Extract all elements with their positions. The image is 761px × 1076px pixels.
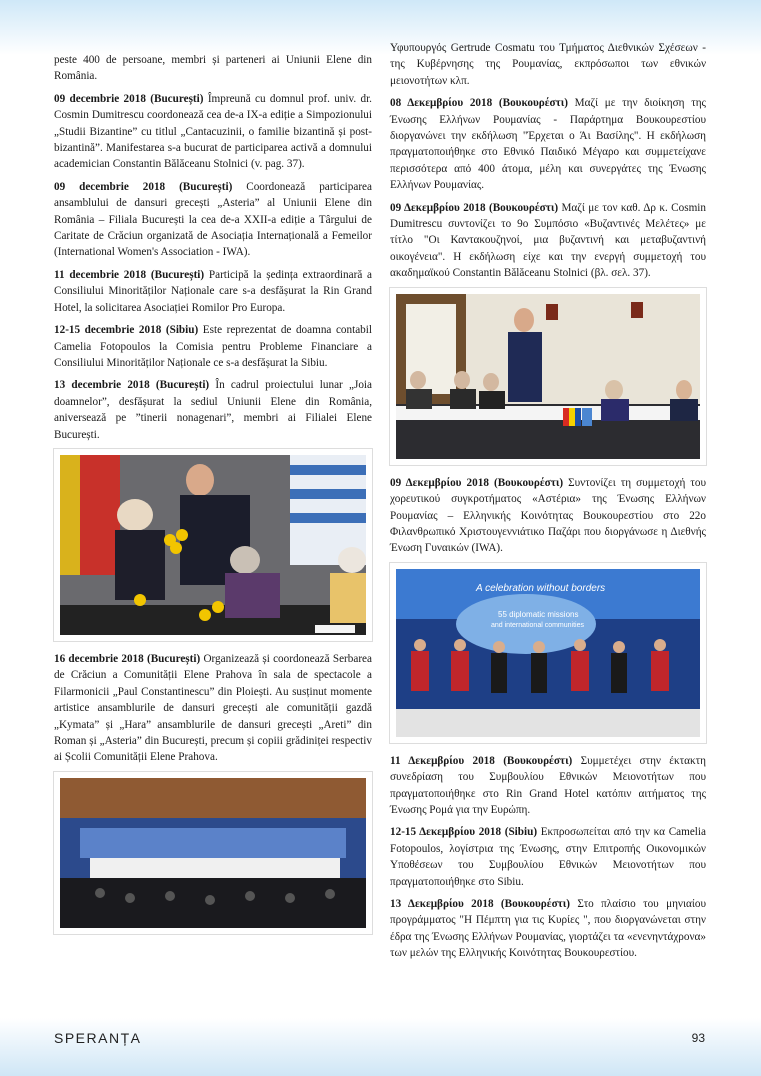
left-column (54, 52, 372, 944)
event-date: 09 Δεκεμβρίου 2018 (Βουκουρέστι) (390, 201, 559, 214)
paragraph: Υφυπουργός Gertrude Cosmatu του Τμήματος Διεθνικών Σχέσεων - της Κυβέρνησης της Ρουμανίας, εκπρόσωποι των εθνικών μειονοτήτων κλπ. (390, 42, 706, 87)
event-date: 12-15 decembrie 2018 (Sibiu) (54, 324, 199, 337)
photo-christmas-show-image (60, 778, 366, 928)
event-date: 09 decembrie 2018 (București) (54, 180, 233, 193)
paragraph: 12-15 Δεκεμβρίου 2018 (Sibiu) Εκπροσωπείται από την κα Camelia Fotopoulos, λογίστρια της Ένωσης, στην Επιτροπής Οικονομικών Υποθέσεων του Συμβουλίου Εθνικών Μειονοτήτων που πραγματοποιήθηκε στο Sibiu. (390, 826, 706, 888)
event-date: 11 Δεκεμβρίου 2018 (Βουκουρέστι) (390, 754, 573, 767)
paragraph: 12-15 decembrie 2018 (Sibiu) Este reprezentat de doamna contabil Camelia Fotopoulos la Comisia pentru Probleme Financiare a Consiliului Minorităților Naționale ce s-a desfășurat la Sibiu. (54, 324, 372, 369)
event-date: 08 Δεκεμβρίου 2018 (Βουκουρέστι) (390, 97, 568, 110)
photo-dance-ensemble-image (396, 569, 700, 737)
event-date: 11 decembrie 2018 (București) (54, 268, 205, 281)
paragraph: 09 decembrie 2018 (București) Împreună cu domnul prof. univ. dr. Cosmin Dumitrescu coordonează cea de-a IX-a ediție a Simpozionului „Studii Bizantine” cu titlul „Cantacuzinii, o familie bizantină și post-bizantină”. Manifestarea s-a bucurat de participarea activă a domnului academician Constantin Bălăceanu Stolnici (v. pag. 37). (54, 92, 372, 171)
photo-nonagenarians-image (60, 455, 366, 635)
event-date: 09 Δεκεμβρίου 2018 (Βουκουρέστι) (390, 476, 564, 489)
right-column (390, 40, 706, 968)
event-date: 13 Δεκεμβρίου 2018 (Βουκουρέστι) (390, 897, 571, 910)
photo-dance-ensemble (390, 563, 706, 743)
paragraph: 09 Δεκεμβρίου 2018 (Βουκουρέστι) Μαζί με τον καθ. Δρ κ. Cosmin Dumitrescu συντονίζει το 9ο Συμπόσιο «Βυζαντινές Μελέτες» με τίτλο "Οι Καντακουζηνοί, μια βυζαντινή και μεταβυζαντινή οικογένεια". Η εκδήλωση είχε και την ενεργή συμμετοχή του ακαδημαϊκού Constantin Bălăceanu Stolnici (βλ. σελ. 37). (390, 201, 707, 280)
page-number: 93 (691, 1031, 705, 1045)
paragraph: 13 Δεκεμβρίου 2018 (Βουκουρέστι) Στο πλαίσιο του μηνιαίου προγράμματος "Η Πέμπτη για τις Κυρίες ", που διοργανώνεται στην έδρα της Ένωσης Ελλήνων Ρουμανίας, γιορτάζει τα «ενενηντάχρονα» των μελών της Ελληνικής Κοινότητας Βουκουρεστίου. (390, 897, 707, 960)
event-date: 09 decembrie 2018 (București) (54, 92, 204, 105)
paragraph: 11 decembrie 2018 (București) Participă la ședința extraordinară a Consiliului Minorităților Naționale care s-a desfășurat la Rin Grand Hotel, la solicitarea Asociației Romilor Pro Europa. (54, 268, 373, 314)
photo-symposium-image (396, 294, 700, 459)
paragraph: 09 decembrie 2018 (București) Coordonează participarea ansamblului de dansuri grecești „Asteria” al Uniunii Elene din România – Filiala București la cea de-a XXII-a ediție a Târgului de Caritate de Crăciun organizată de Asociația Internațională a Femeilor (International Women's Association - IWA). (54, 180, 372, 259)
paragraph: 13 decembrie 2018 (București) În cadrul proiectului lunar „Joia doamnelor”, desfășurat la sediul Uniunii Elene din România, aniversează pe ”tinerii nonagenari”, membri ai Filialei Elene București. (54, 379, 372, 441)
banner-text-2: 55 diplomatic missions (498, 609, 579, 619)
paragraph: 08 Δεκεμβρίου 2018 (Βουκουρέστι) Μαζί με την διοίκηση της Ένωσης Ελλήνων Ρουμανίας - Παράρτημα Βουκουρεστίου διοργανώνει την εκδήλωση "Έρχεται ο Άι Βασίλης". Η εκδήλωση πραγματοποιήθηκε στο Εθνικό Παιδικό Μέγαρο και συμμετείχανε περισσότερα από 400 άτομα, μέλη και συνεργάτες της Ένωσης Ελλήνων Ρουμανίας. (390, 97, 706, 192)
photo-nonagenarians (54, 449, 372, 641)
event-date: 13 decembrie 2018 (București) (54, 379, 210, 392)
banner-text-1: A celebration without borders (476, 582, 606, 594)
magazine-title: SPERANȚA (54, 1030, 142, 1046)
event-date: 12-15 Δεκεμβρίου 2018 (Sibiu) (390, 826, 538, 839)
paragraph: 09 Δεκεμβρίου 2018 (Βουκουρέστι) Συντονίζει τη συμμετοχή του χορευτικού συγκροτήματος «Αστέρια» της Ένωσης Ελλήνων Ρουμανίας – Ελληνικής Κοινότητας Βουκουρεστίου στο 22ο Φιλανθρωπικό Χριστουγεννιάτικο Παζάρι που διοργάνωσε η Διεθνής Ένωση Γυναικών (IWA). (390, 476, 706, 555)
banner-text-3: and international communities (491, 621, 584, 629)
photo-symposium (390, 288, 706, 465)
paragraph: peste 400 de persoane, membri și parteneri ai Uniunii Elene din România. (54, 54, 372, 83)
event-date: 16 decembrie 2018 (București) (54, 652, 201, 665)
paragraph: 11 Δεκεμβρίου 2018 (Βουκουρέστι) Συμμετέχει στην έκτακτη συνεδρίαση του Συμβουλίου Εθνικών Μειονοτήτων που πραγματοποιήθηκε στο Rin Grand Hotel κατόπιν αιτήματος της Ένωσης Ρομά για την Ευρώπη. (390, 754, 706, 816)
paragraph: 16 decembrie 2018 (București) Organizează și coordonează Serbarea de Crăciun a Comunității Elene Prahova în sala de spectacole a Filarmonicii „Paul Constantinescu” din Ploiești. Au susținut momente artistice ansamblurile de dansuri grecești ale comunității gazdă „Kymata” și „Hara” ansamblurile de dansuri grecești „Areti” din Roman și „Asteria” din București, precum și copiii grădiniței respectiv ai Școlii Comunității Elene Prahova. (54, 652, 372, 764)
photo-christmas-show (54, 772, 372, 934)
